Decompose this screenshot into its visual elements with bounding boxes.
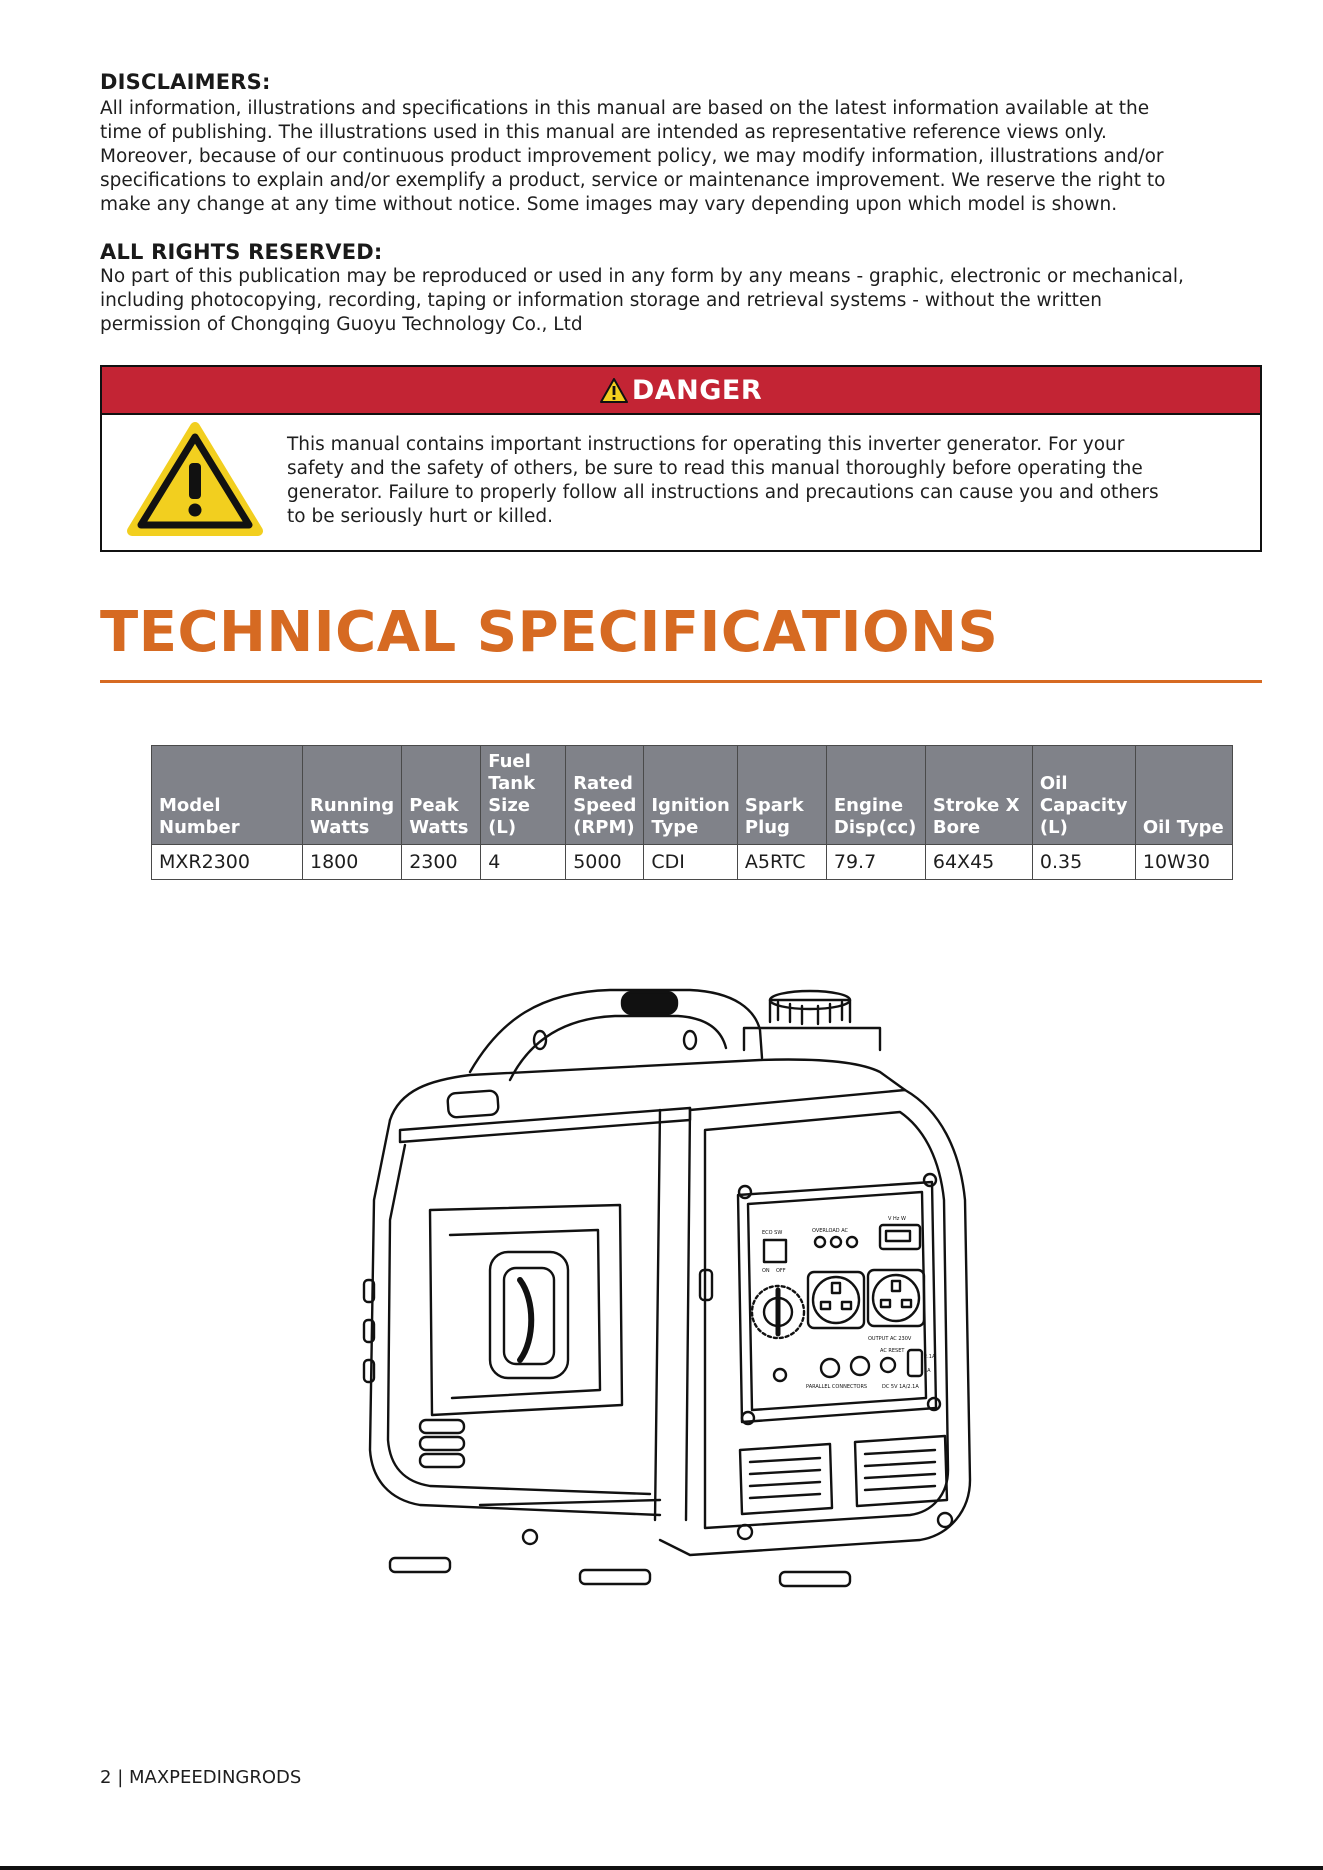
bolt xyxy=(938,1513,952,1527)
disclaimers-text xyxy=(100,97,1165,217)
vent-slot xyxy=(420,1420,464,1433)
rights-line: permission of Chongqing Guoyu Technology Co., Ltd xyxy=(100,314,583,335)
parallel-connector xyxy=(821,1359,839,1377)
bolt xyxy=(523,1530,537,1544)
foot xyxy=(580,1570,650,1584)
eco-switch xyxy=(764,1240,786,1262)
handle-hole xyxy=(534,1031,546,1049)
fuel-cap-side xyxy=(770,1000,850,1022)
header-model-number: Model Number xyxy=(152,746,303,845)
socket-pin xyxy=(832,1283,840,1293)
danger-line: generator. Failure to properly follow all instructions and precautions can cause you and others xyxy=(287,482,1159,503)
header-rated-speed: Rated Speed (RPM) xyxy=(566,746,644,845)
bolt xyxy=(738,1525,752,1539)
header-peak-watts: Peak Watts xyxy=(402,746,481,845)
panel-screw xyxy=(924,1174,936,1186)
page-footer xyxy=(100,1767,301,1788)
front-grille xyxy=(740,1444,832,1514)
cell-peak-watts: 2300 xyxy=(402,845,481,880)
danger-line: This manual contains important instructions for operating this inverter generator. For your xyxy=(287,434,1125,455)
disclaimers-line: make any change at any time without notice. Some images may vary depending upon which model is shown. xyxy=(100,194,1118,215)
panel-usb-a-label: 2.1A xyxy=(924,1354,936,1360)
panel-on-label: ON xyxy=(762,1268,770,1274)
vent-slot xyxy=(420,1454,464,1467)
panel-reset-label: AC RESET xyxy=(880,1348,905,1354)
rights-heading: ALL RIGHTS RESERVED: xyxy=(100,240,383,264)
ac-reset-button xyxy=(881,1358,895,1372)
side-panel xyxy=(430,1205,622,1415)
header-engine-disp: Engine Disp(cc) xyxy=(826,746,925,845)
cell-spark-plug: A5RTC xyxy=(737,845,826,880)
foot xyxy=(390,1558,450,1572)
grille-slats xyxy=(865,1450,935,1490)
usb-port xyxy=(908,1350,922,1376)
panel-usb-b-label: 1A xyxy=(924,1368,931,1374)
danger-line: to be seriously hurt or killed. xyxy=(287,506,554,527)
meter-screen xyxy=(886,1231,910,1241)
header-oil-type: Oil Type xyxy=(1135,746,1232,845)
left-body-inner xyxy=(388,1145,650,1494)
cell-ignition: CDI xyxy=(644,845,738,880)
disclaimers-line: All information, illustrations and specifications in this manual are based on the latest information available at the xyxy=(100,98,1150,119)
panel-off-label: OFF xyxy=(776,1268,786,1274)
rights-line: No part of this publication may be reproduced or used in any form by any means - graphic, electronic or mechanical, xyxy=(100,266,1184,287)
danger-header xyxy=(102,367,1260,415)
spec-table xyxy=(151,745,1233,880)
warning-triangle-icon xyxy=(126,421,264,539)
spec-divider xyxy=(100,680,1262,683)
footer-separator: | xyxy=(117,1767,124,1788)
disclaimers-heading: DISCLAIMERS: xyxy=(100,70,271,94)
header-spark-plug: Spark Plug xyxy=(737,746,826,845)
disclaimers-line: specifications to explain and/or exemplify a product, service or maintenance improvement. We reserve the right to xyxy=(100,170,1166,191)
indicator-light xyxy=(815,1237,825,1247)
page-bottom-rule xyxy=(0,1866,1323,1870)
panel-indicators-label: OVERLOAD AC xyxy=(812,1228,849,1234)
indicator-light xyxy=(831,1237,841,1247)
danger-title: DANGER xyxy=(631,374,763,406)
top-panel xyxy=(400,1108,690,1142)
left-body-outline xyxy=(370,1120,660,1515)
header-stroke-bore: Stroke X Bore xyxy=(925,746,1032,845)
vent-slot xyxy=(420,1437,464,1450)
spec-header-row xyxy=(152,746,1233,845)
fuel-cap-ribs xyxy=(778,1002,842,1024)
generator-illustration xyxy=(360,980,1020,1600)
cell-rated-speed: 5000 xyxy=(566,845,644,880)
danger-box xyxy=(100,365,1262,552)
spec-title: TECHNICAL SPECIFICATIONS xyxy=(100,600,999,665)
body-split-line-2 xyxy=(686,1108,690,1520)
header-fuel-tank-size: Fuel Tank Size (L) xyxy=(481,746,566,845)
socket-pin xyxy=(821,1302,830,1309)
parallel-connector xyxy=(851,1357,869,1375)
header-ignition-type: Ignition Type xyxy=(644,746,738,845)
disclaimers-line: time of publishing. The illustrations used in this manual are intended as representative reference views only. xyxy=(100,122,1107,143)
grille-slats xyxy=(750,1458,820,1498)
front-grille xyxy=(855,1436,947,1506)
cell-model: MXR2300 xyxy=(152,845,303,880)
fuel-cap-base xyxy=(744,1028,880,1050)
socket-pin xyxy=(892,1281,900,1291)
socket-pin xyxy=(842,1302,851,1309)
cell-oil-capacity: 0.35 xyxy=(1032,845,1135,880)
side-crank xyxy=(520,1280,531,1360)
cell-engine-disp: 79.7 xyxy=(826,845,925,880)
disclaimers-line: Moreover, because of our continuous product improvement policy, we may modify information, illustrations and/or xyxy=(100,146,1164,167)
page-number: 2 xyxy=(100,1767,112,1788)
cell-fuel-tank: 4 xyxy=(481,845,566,880)
spec-row xyxy=(152,845,1233,880)
header-running-watts: Running Watts xyxy=(303,746,402,845)
foot xyxy=(780,1572,850,1586)
panel-output-label: OUTPUT AC 230V xyxy=(868,1336,912,1342)
header-oil-capacity: Oil Capacity (L) xyxy=(1032,746,1135,845)
panel-dc-label: DC 5V 1A/2.1A xyxy=(882,1384,919,1390)
rights-text xyxy=(100,265,1184,337)
cell-stroke-bore: 64X45 xyxy=(925,845,1032,880)
danger-line: safety and the safety of others, be sure to read this manual thoroughly before operating the xyxy=(287,458,1143,479)
indicator-light xyxy=(847,1237,857,1247)
footer-brand: MAXPEEDINGRODS xyxy=(129,1767,302,1788)
danger-text xyxy=(287,433,1159,529)
body-split-line xyxy=(655,1110,660,1520)
top-latch xyxy=(447,1090,499,1117)
panel-meter-label: V Hz W xyxy=(888,1216,906,1222)
panel-parallel-label: PARALLEL CONNECTORS xyxy=(806,1384,868,1390)
socket-pin xyxy=(902,1300,911,1307)
ac-socket xyxy=(868,1270,924,1326)
handle-grip xyxy=(622,992,677,1014)
cell-running-watts: 1800 xyxy=(303,845,402,880)
side-panel-inner xyxy=(450,1230,600,1398)
handle-hole xyxy=(684,1031,696,1049)
socket-pin xyxy=(881,1300,890,1307)
cell-oil-type: 10W30 xyxy=(1135,845,1232,880)
warning-small-icon xyxy=(600,378,628,403)
rights-line: including photocopying, recording, taping or information storage and retrieval systems - without the written xyxy=(100,290,1103,311)
ground-terminal xyxy=(774,1369,786,1381)
panel-screw xyxy=(739,1186,751,1198)
panel-eco-label: ECO SW xyxy=(762,1230,783,1236)
bottom-skirt xyxy=(480,1500,660,1505)
ac-socket xyxy=(808,1272,864,1328)
